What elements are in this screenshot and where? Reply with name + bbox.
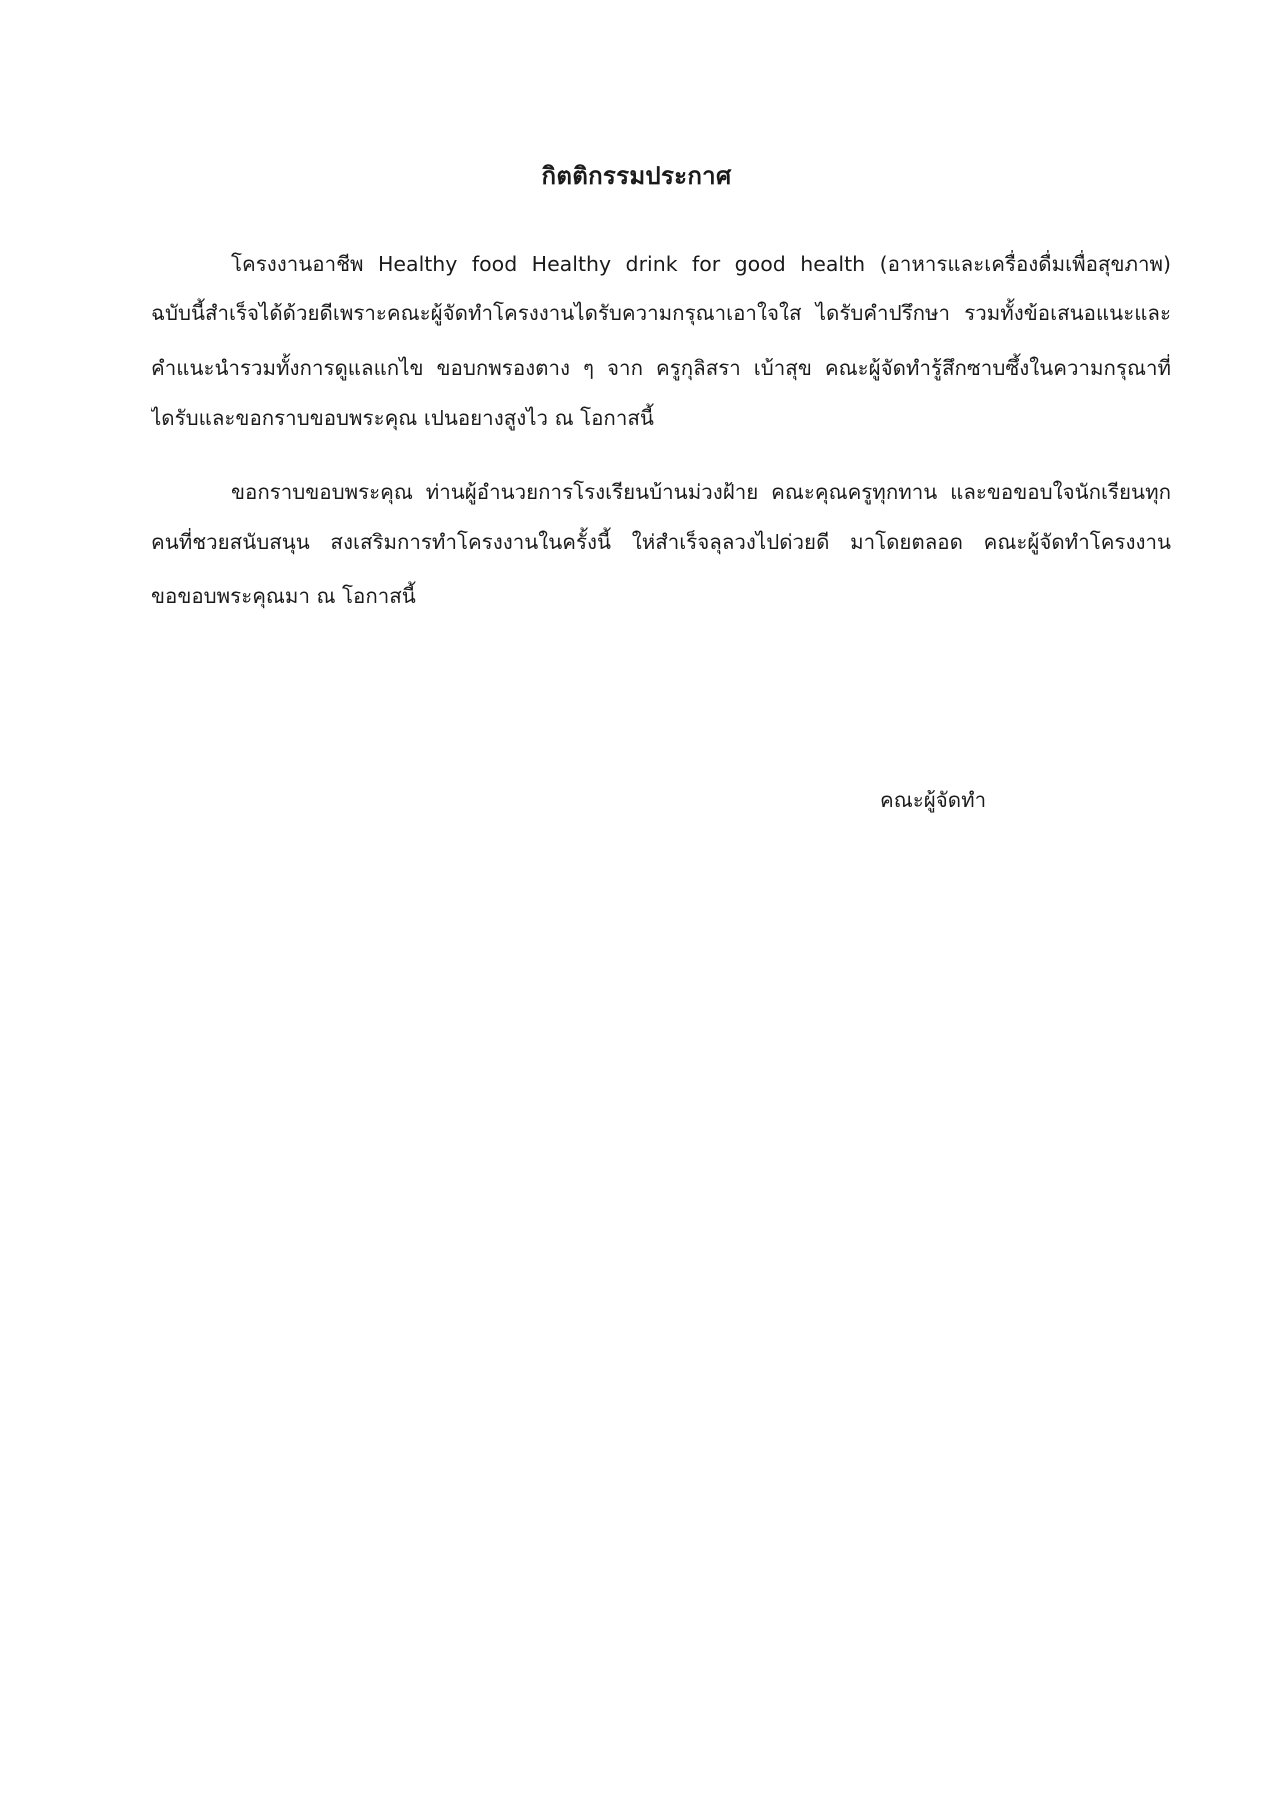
paragraph-1-line-2: ฉบับนี้สำเร็จได้ด้วยดีเพราะคณะผู้จัดทำโครงงานไดรับความกรุณาเอาใจใส ไดรับคำปรึกษา รวมทั้งข้อเสนอแนะและ — [151, 301, 1171, 325]
signature: คณะผู้จัดทำ — [880, 788, 987, 812]
paragraph-2-line-2: คนที่ชวยสนับสนุน สงเสริมการทำโครงงานในครั้งนี้ ให่สำเร็จลุลวงไปด่วยดี มาโดยตลอด คณะผู้จัดทำโครงงาน — [151, 530, 1171, 554]
paragraph-1-line-4: ไดรับและขอกราบขอบพระคุณ เปนอยางสูงไว ณ โอกาสนี้ — [151, 406, 654, 430]
paragraph-1-line-1: โครงงานอาชีพ Healthy food Healthy drink for good health (อาหารและเครื่องดื่มเพื่อสุขภาพ) — [231, 252, 1171, 276]
paragraph-1-line-3: คำแนะนำรวมทั้งการดูแลแกไข ขอบกพรองตาง ๆ จาก ครูกุลิสรา เบ้าสุข คณะผู้จัดทำรู้สึกซาบซึ้งในความกรุณาที่ — [151, 356, 1171, 380]
paragraph-2-line-1: ขอกราบขอบพระคุณ ท่านผู้อำนวยการโรงเรียนบ้านม่วงฝ้าย คณะคุณครูทุกทาน และขอขอบใจนักเรียนทุก — [231, 480, 1171, 504]
page-title: กิตติกรรมประกาศ — [541, 162, 732, 190]
paragraph-2-line-3: ขอขอบพระคุณมา ณ โอกาสนี้ — [151, 584, 416, 608]
